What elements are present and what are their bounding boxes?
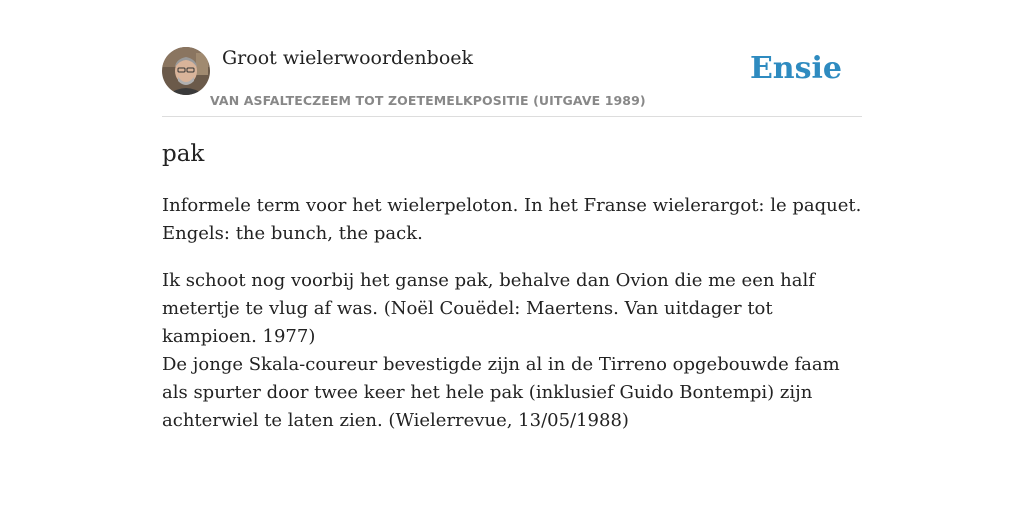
entry-card: [162, 0, 862, 431]
headword: pak: [162, 141, 205, 167]
example-quote-2: De jonge Skala-coureur bevestigde zijn al in de Tirreno opgebouwde faam als spurter door twee keer het hele pak (inklusief Guido Bontempi) zijn achterwiel te laten zien. (Wielerrevue, 13/05/1988): [162, 354, 840, 431]
example-quote-1: Ik schoot nog voorbij het ganse pak, behalve dan Ovion die me een half metertje te vlug af was. (Noël Couëdel: Maertens. Van uitdager tot kampioen. 1977): [162, 270, 815, 347]
author-name[interactable]: Groot wielerwoordenboek: [222, 47, 474, 69]
entry-header: [162, 0, 862, 117]
author-avatar: [162, 47, 210, 95]
definition-text: Informele term voor het wielerpeloton. In het Franse wielerargot: le paquet. Engels: the bunch, the pack.: [162, 195, 862, 244]
ensie-logo-link[interactable]: Ensie: [749, 51, 842, 86]
book-subtitle: VAN ASFALTECZEEM TOT ZOETEMELKPOSITIE (UITGAVE 1989): [210, 93, 646, 108]
